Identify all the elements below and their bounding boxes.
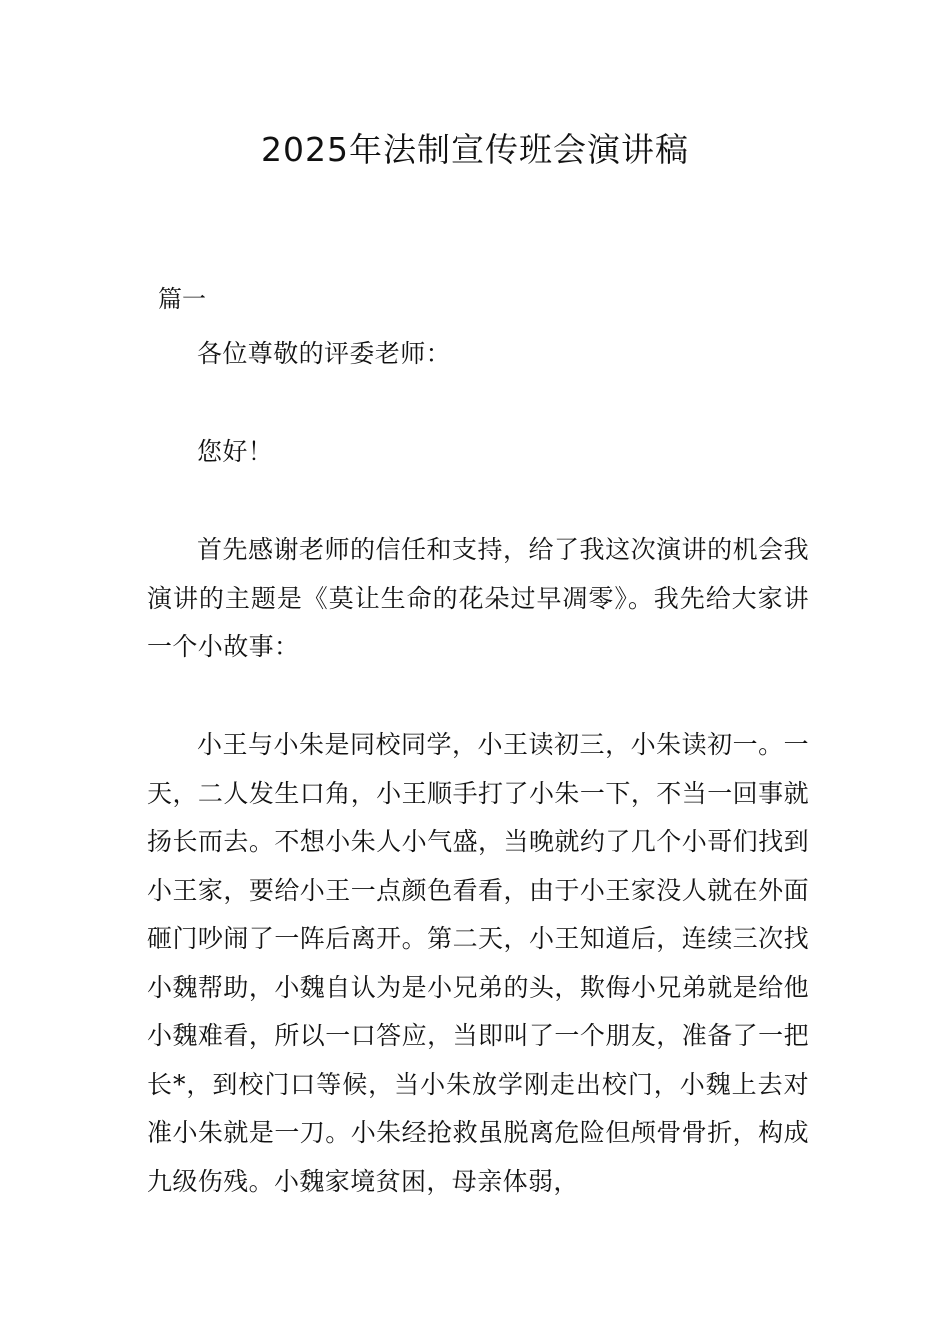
paragraph-introduction: 首先感谢老师的信任和支持，给了我这次演讲的机会我演讲的主题是《莫让生命的花朵过早凋零》。我先给大家讲一个小故事： — [147, 535, 809, 661]
paragraph-greeting: 您好！ — [197, 437, 274, 466]
paragraph-story: 小王与小朱是同校同学，小王读初三，小朱读初一。一天，二人发生口角，小王顺手打了小朱一下，不当一回事就扬长而去。不想小朱人小气盛，当晚就约了几个小哥们找到小王家，要给小王一点颜色看看，由于小王家没人就在外面砸门吵闹了一阵后离开。第二天，小王知道后，连续三次找小魏帮助，小魏自认为是小兄弟的头，欺侮小兄弟就是给他小魏难看，所以一口答应，当即叫了一个朋友，准备了一把长*，到校门口等候，当小朱放学刚走出校门，小魏上去对准小朱就是一刀。小朱经抢救虽脱离危险但颅骨骨折，构成九级伤残。小魏家境贫困，母亲体弱， — [147, 730, 809, 1196]
document-title: 2025年法制宣传班会演讲稿 — [261, 130, 689, 169]
paragraph-salutation: 各位尊敬的评委老师： — [197, 339, 452, 368]
section-label: 篇一 — [158, 285, 206, 313]
